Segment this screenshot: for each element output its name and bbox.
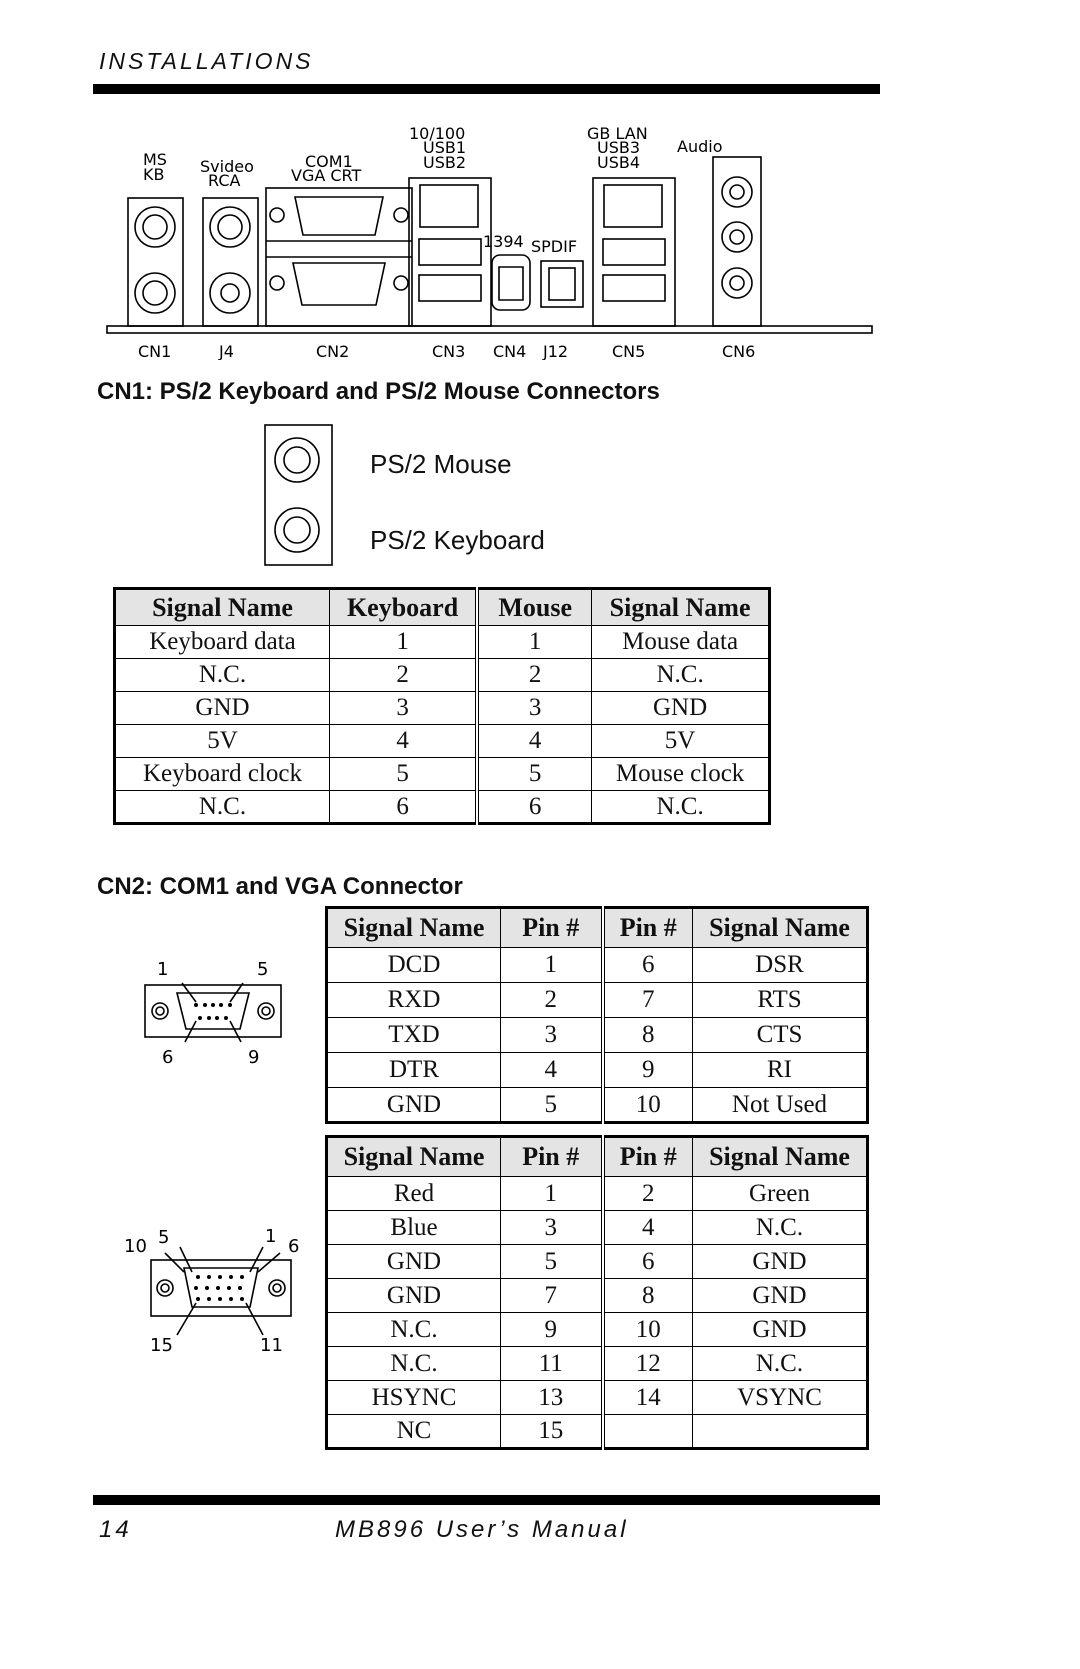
svideo-port	[210, 207, 250, 247]
column-header: Signal Name	[327, 1137, 501, 1177]
table-cell: Mouse clock	[592, 758, 770, 791]
table-cell: 1	[501, 948, 603, 983]
table-cell: GND	[115, 692, 330, 725]
diagram-label: SPDIF	[531, 237, 578, 256]
diagram-label: CN2	[316, 342, 350, 360]
table-header-row	[327, 908, 868, 948]
table-row	[115, 758, 770, 791]
table-row	[327, 1313, 868, 1347]
table-row	[327, 1381, 868, 1415]
cn1-pin-table	[113, 587, 771, 825]
table-cell: DTR	[327, 1053, 501, 1088]
table-cell: TXD	[327, 1018, 501, 1053]
vga-db15-diagram	[120, 1215, 305, 1355]
table-cell: 4	[329, 725, 477, 758]
column-header: Pin #	[501, 1137, 603, 1177]
table-cell: 5	[329, 758, 477, 791]
table-cell: 5	[477, 758, 592, 791]
diagram-label: J4	[219, 342, 234, 360]
column-header: Signal Name	[592, 589, 770, 626]
table-cell: 5V	[115, 725, 330, 758]
table-cell: 2	[329, 659, 477, 692]
table-cell: 11	[501, 1347, 603, 1381]
table-cell: 15	[501, 1415, 603, 1449]
table-cell: Keyboard data	[115, 626, 330, 659]
table-cell: Blue	[327, 1211, 501, 1245]
column-header: Signal Name	[327, 908, 501, 948]
table-cell: N.C.	[693, 1211, 868, 1245]
column-header: Signal Name	[693, 1137, 868, 1177]
j4-housing	[203, 198, 258, 326]
manual-title: MB896 User’s Manual	[335, 1516, 629, 1543]
diagram-label: CN4	[493, 342, 527, 360]
table-row	[327, 1088, 868, 1123]
table-cell: 3	[501, 1018, 603, 1053]
table-row	[327, 1245, 868, 1279]
diagram-label: COM1	[305, 152, 353, 171]
table-cell: VSYNC	[693, 1381, 868, 1415]
table-row	[327, 1018, 868, 1053]
diagram-label: USB4	[597, 153, 641, 172]
table-cell: 4	[603, 1211, 693, 1245]
ps2-keyboard-label: PS/2 Keyboard	[370, 525, 545, 555]
diagram-label: 5	[257, 959, 269, 980]
diagram-label: 5	[158, 1227, 170, 1248]
table-row	[327, 1279, 868, 1313]
diagram-label: CN6	[722, 342, 756, 360]
table-row	[327, 1211, 868, 1245]
table-cell: 10	[603, 1088, 693, 1123]
gb-lan-port	[604, 185, 662, 227]
table-cell: 8	[603, 1279, 693, 1313]
table-cell: 6	[329, 791, 477, 824]
com1-pin-table	[325, 906, 869, 1124]
usb1-port	[419, 239, 481, 265]
table-cell: GND	[693, 1279, 868, 1313]
table-row	[327, 1053, 868, 1088]
table-cell: 1	[477, 626, 592, 659]
table-header-row	[327, 1137, 868, 1177]
table-cell: Not Used	[693, 1088, 868, 1123]
ps2-connector-diagram	[264, 424, 334, 566]
table-cell: 1	[501, 1177, 603, 1211]
table-cell: N.C.	[115, 791, 330, 824]
table-cell	[693, 1415, 868, 1449]
diagram-label: Svideo	[200, 157, 254, 176]
vga-pin-table	[325, 1135, 869, 1450]
table-cell: N.C.	[327, 1347, 501, 1381]
ieee1394-port	[492, 255, 530, 310]
usb4-port	[603, 275, 665, 301]
table-cell: N.C.	[592, 791, 770, 824]
table-row	[115, 626, 770, 659]
table-row	[115, 725, 770, 758]
diagram-label: CN5	[612, 342, 646, 360]
table-row	[327, 1415, 868, 1449]
table-cell: GND	[327, 1088, 501, 1123]
table-cell: 7	[603, 983, 693, 1018]
running-header: INSTALLATIONS	[99, 48, 314, 74]
diagram-label: 6	[162, 1047, 174, 1068]
panel-base-rail	[107, 326, 872, 333]
diagram-label: USB1	[423, 138, 467, 157]
vga-port-shell	[293, 263, 385, 305]
table-cell: RI	[693, 1053, 868, 1088]
table-cell: N.C.	[115, 659, 330, 692]
table-cell: 12	[603, 1347, 693, 1381]
diagram-label: 10/100	[409, 125, 466, 143]
table-cell: DCD	[327, 948, 501, 983]
table-cell: RXD	[327, 983, 501, 1018]
column-header: Signal Name	[693, 908, 868, 948]
column-header: Pin #	[603, 1137, 693, 1177]
cn1-housing	[128, 198, 183, 326]
table-cell: RTS	[693, 983, 868, 1018]
table-row	[327, 983, 868, 1018]
table-cell: N.C.	[693, 1347, 868, 1381]
cn1-upper-port	[135, 207, 175, 247]
diagram-label: 1	[265, 1226, 277, 1247]
panel-label: MS	[143, 150, 167, 169]
table-cell: N.C.	[592, 659, 770, 692]
table-row	[327, 1347, 868, 1381]
cn1-lower-port	[135, 273, 175, 313]
com1-db9-diagram	[140, 955, 290, 1070]
table-cell: Red	[327, 1177, 501, 1211]
table-cell: 1	[329, 626, 477, 659]
table-cell: GND	[592, 692, 770, 725]
table-cell: 2	[603, 1177, 693, 1211]
table-cell: 8	[603, 1018, 693, 1053]
cn1-heading: CN1: PS/2 Keyboard and PS/2 Mouse Connectors	[97, 378, 660, 405]
diagram-label: J12	[543, 342, 569, 360]
table-cell: 2	[501, 983, 603, 1018]
footer-rule	[93, 1495, 880, 1505]
table-cell: 10	[603, 1313, 693, 1347]
diagram-label: RCA	[208, 171, 241, 190]
column-header: Pin #	[501, 908, 603, 948]
table-cell: 5V	[592, 725, 770, 758]
diagram-label: GB LAN	[587, 125, 648, 143]
lan-10-100-port	[420, 185, 478, 227]
diagram-label: CN1	[138, 342, 172, 360]
diagram-label: KB	[143, 165, 165, 184]
table-cell: GND	[327, 1245, 501, 1279]
cn2-heading: CN2: COM1 and VGA Connector	[97, 873, 463, 900]
table-cell: 3	[329, 692, 477, 725]
rca-port	[210, 273, 250, 313]
table-cell: 13	[501, 1381, 603, 1415]
table-cell: 9	[603, 1053, 693, 1088]
diagram-label: 1	[157, 959, 169, 980]
ps2-keyboard-port	[275, 508, 319, 552]
cn6-audio-housing	[713, 157, 761, 326]
table-cell: 14	[603, 1381, 693, 1415]
table-cell: N.C.	[327, 1313, 501, 1347]
table-cell: 7	[501, 1279, 603, 1313]
column-header: Mouse	[477, 589, 592, 626]
table-cell: NC	[327, 1415, 501, 1449]
header-rule	[93, 84, 880, 94]
table-cell: 4	[477, 725, 592, 758]
diagram-label: CN3	[432, 342, 466, 360]
table-cell: 5	[501, 1088, 603, 1123]
diagram-label: 9	[248, 1047, 260, 1068]
table-header-row	[115, 589, 770, 626]
table-cell: 3	[477, 692, 592, 725]
table-cell: 6	[477, 791, 592, 824]
diagram-label: VGA CRT	[291, 166, 362, 185]
ps2-mouse-label: PS/2 Mouse	[370, 449, 512, 479]
page-number: 14	[99, 1516, 132, 1543]
column-header: Pin #	[603, 908, 693, 948]
table-row	[115, 791, 770, 824]
com1-port-shell	[295, 197, 383, 235]
table-row	[115, 692, 770, 725]
table-cell: 3	[501, 1211, 603, 1245]
diagram-label: 11	[260, 1335, 283, 1355]
table-row	[115, 659, 770, 692]
io-panel-diagram	[95, 125, 885, 360]
table-cell: 2	[477, 659, 592, 692]
table-cell: Green	[693, 1177, 868, 1211]
ps2-mouse-port	[275, 438, 319, 482]
usb2-port	[419, 275, 481, 301]
table-cell: Mouse data	[592, 626, 770, 659]
diagram-label: USB2	[423, 153, 467, 172]
table-cell	[603, 1415, 693, 1449]
diagram-label: 10	[124, 1236, 147, 1257]
table-cell: 4	[501, 1053, 603, 1088]
column-header: Signal Name	[115, 589, 330, 626]
table-cell: GND	[693, 1313, 868, 1347]
table-cell: 6	[603, 948, 693, 983]
table-cell: 9	[501, 1313, 603, 1347]
table-cell: GND	[693, 1245, 868, 1279]
table-row	[327, 1177, 868, 1211]
table-cell: 6	[603, 1245, 693, 1279]
table-cell: GND	[327, 1279, 501, 1313]
column-header: Keyboard	[329, 589, 477, 626]
diagram-label: Audio	[677, 137, 723, 156]
table-cell: DSR	[693, 948, 868, 983]
table-cell: HSYNC	[327, 1381, 501, 1415]
table-cell: 5	[501, 1245, 603, 1279]
diagram-label: USB3	[597, 138, 641, 157]
table-row	[327, 948, 868, 983]
table-cell: Keyboard clock	[115, 758, 330, 791]
diagram-label: 15	[150, 1335, 173, 1355]
diagram-label: 1394	[483, 232, 524, 251]
diagram-label: 6	[288, 1236, 300, 1257]
usb3-port	[603, 239, 665, 265]
table-cell: CTS	[693, 1018, 868, 1053]
